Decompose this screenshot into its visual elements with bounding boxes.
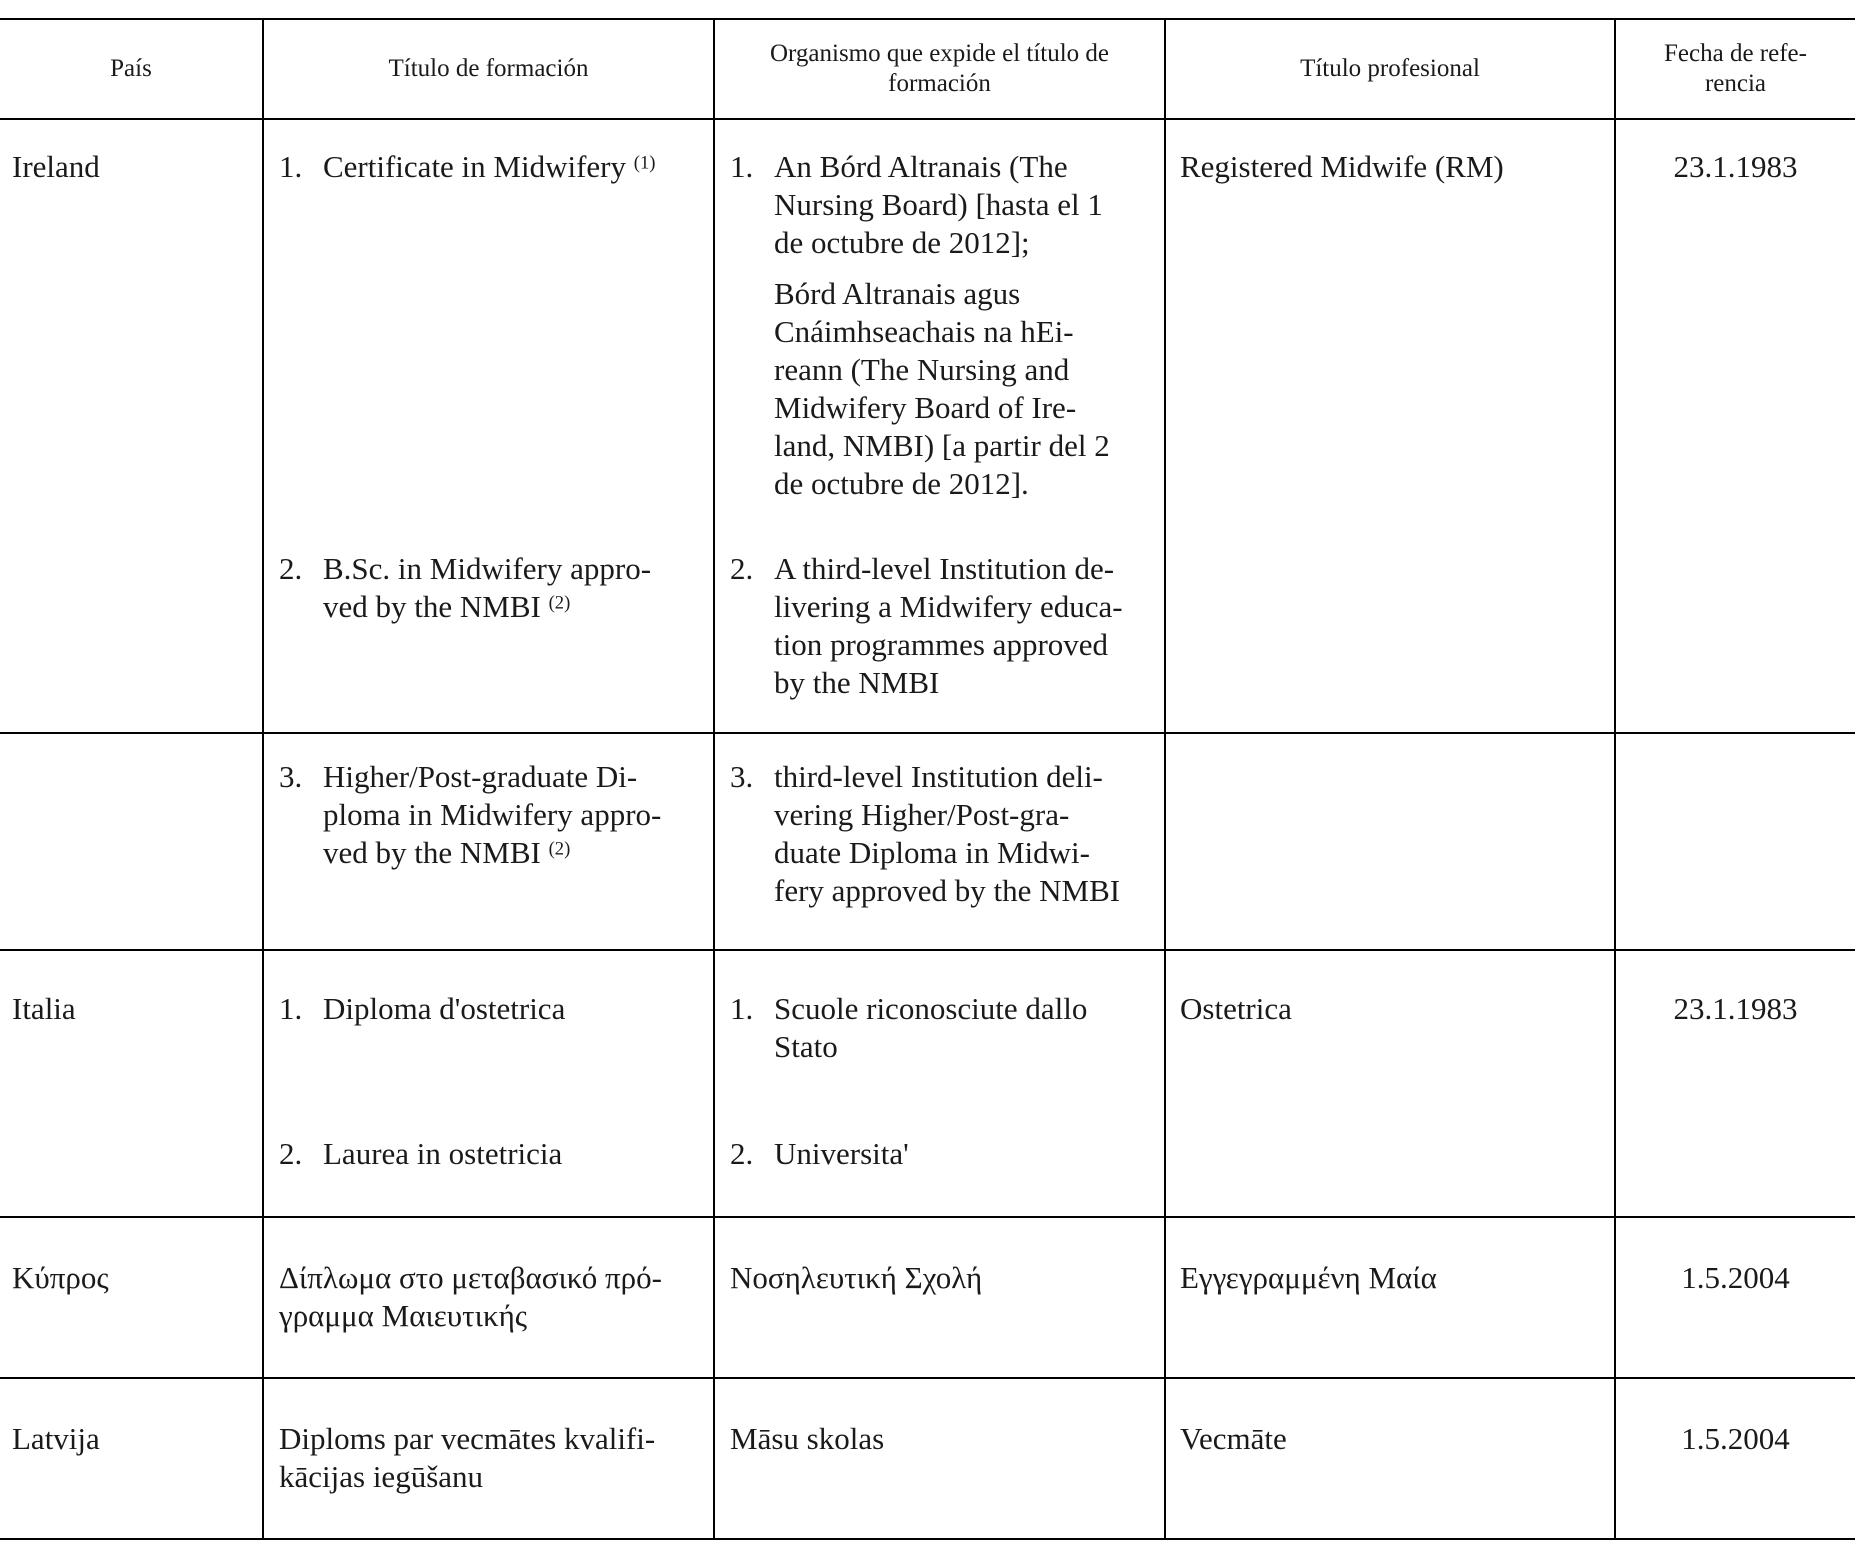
reference-date-ireland: 23.1.1983 (1673, 149, 1798, 184)
header-professional-title: Título profesional (1300, 55, 1480, 82)
country-italia: Italia (12, 991, 76, 1026)
column-divider (713, 18, 715, 1538)
country-ireland: Ireland (12, 149, 100, 184)
header-country: País (110, 55, 152, 82)
training-title-ireland-2: 2. B.Sc. in Midwifery appro- ved by the NMBI $^{(2)}$ (279, 551, 652, 624)
professional-title-kypros: Εγγεγραμμένη Μαία (1180, 1260, 1437, 1295)
training-title-italia-1: 1. Diploma d'ostetrica (279, 991, 566, 1026)
header-reference-date: Fecha de refe- rencia (1664, 40, 1807, 97)
reference-date-kypros: 1.5.2004 (1681, 1260, 1790, 1295)
issuing-body-ireland-3: 3. third-level Institution deli- vering Higher/Post-gra- duate Diploma in Midwi- fery approved by the NMBI (730, 759, 1121, 908)
professional-title-latvija: Vecmāte (1180, 1421, 1287, 1456)
row-rule (0, 1377, 1855, 1379)
issuing-body-ireland-1: 1. An Bórd Altranais (The Nursing Board) [hasta el 1 de octubre de 2012]; (730, 149, 1103, 260)
training-title-italia-2: 2. Laurea in ostetricia (279, 1136, 563, 1171)
row-rule (0, 949, 1855, 951)
row-rule (0, 1216, 1855, 1218)
issuing-body-kypros: Νοσηλευτική Σχολή (730, 1260, 983, 1295)
row-rule (0, 732, 1855, 734)
issuing-body-italia-2: 2. Universita' (730, 1136, 909, 1171)
table-bottom-rule (0, 1538, 1855, 1540)
issuing-body-ireland-1-successor: Bórd Altranais agus Cnáimhseachais na hEi- reann (The Nursing and Midwifery Board of Ire- land, NMBI) [a partir del 2 de octubre de 2012]. (774, 276, 1110, 501)
column-divider (1164, 18, 1166, 1538)
issuing-body-italia-1: 1. Scuole riconosciute dallo Stato (730, 991, 1088, 1064)
country-kypros: Κύπρος (12, 1260, 109, 1295)
column-divider (262, 18, 264, 1538)
issuing-body-ireland-2: 2. A third-level Institution de- livering a Midwifery educa- tion programmes approved by the NMBI (730, 551, 1123, 700)
training-title-ireland-3: 3. Higher/Post-graduate Di- ploma in Midwifery appro- ved by the NMBI $^{(2)}$ (279, 759, 662, 870)
training-title-kypros: Δίπλωμα στο μεταβασικό πρό- γραμμα Μαιευτικής (279, 1260, 662, 1333)
professional-title-ireland: Registered Midwife (RM) (1180, 149, 1504, 184)
column-divider (1614, 18, 1616, 1538)
header-issuing-body: Organismo que expide el título de formación (769, 40, 1110, 97)
training-title-latvija: Diploms par vecmātes kvalifi- kācijas iegūšanu (279, 1421, 656, 1494)
training-title-ireland-1: 1. Certificate in Midwifery $^{(1)}$ (279, 149, 656, 184)
header-bottom-rule (0, 118, 1855, 120)
country-latvija: Latvija (12, 1421, 100, 1456)
professional-title-italia: Ostetrica (1180, 991, 1292, 1026)
header-training-title: Título de formación (388, 55, 589, 82)
reference-date-latvija: 1.5.2004 (1681, 1421, 1790, 1456)
reference-date-italia: 23.1.1983 (1673, 991, 1798, 1026)
issuing-body-latvija: Māsu skolas (730, 1421, 885, 1456)
